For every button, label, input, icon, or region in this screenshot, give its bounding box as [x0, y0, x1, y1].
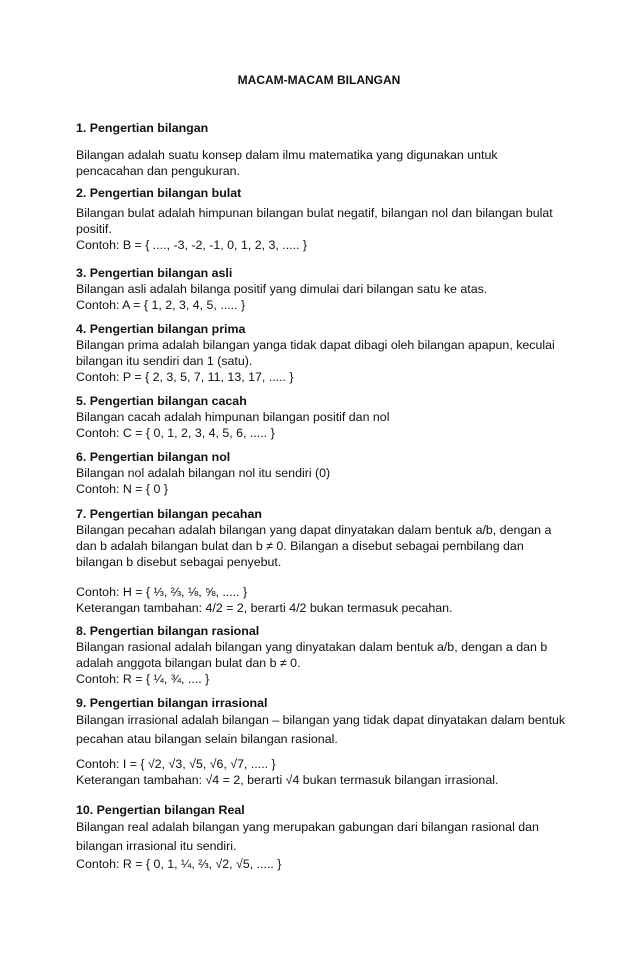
section-7-text: Bilangan pecahan adalah bilangan yang dapat dinyatakan dalam bentuk a/b, dengan a dan b adalah bilangan bulat dan b ≠ 0. Bilangan a disebut sebagai pembilang dan bilangan b disebut sebagai penyebut. — [76, 523, 552, 569]
section-9 — [76, 695, 566, 788]
section-4-example: Contoh: P = { 2, 3, 5, 7, 11, 13, 17, ..... } — [76, 370, 294, 384]
section-8-text: Bilangan rasional adalah bilangan yang dinyatakan dalam bentuk a/b, dengan a dan b adalah anggota bilangan bulat dan b ≠ 0. — [76, 640, 548, 670]
section-1 — [76, 120, 566, 179]
section-5-heading: 5. Pengertian bilangan cacah — [76, 394, 247, 408]
section-9-note: Keterangan tambahan: √4 = 2, berarti √4 bukan termasuk bilangan irrasional. — [76, 773, 499, 787]
section-2-example: Contoh: B = { ...., -3, -2, -1, 0, 1, 2, 3, ..... } — [76, 238, 308, 252]
section-2 — [76, 185, 566, 253]
section-6-example: Contoh: N = { 0 } — [76, 482, 168, 496]
section-2-heading: 2. Pengertian bilangan bulat — [76, 186, 242, 200]
section-3 — [76, 265, 566, 313]
section-10-text: Bilangan real adalah bilangan yang merupakan gabungan dari bilangan rasional dan bilangan irrasional itu sendiri. — [76, 820, 539, 853]
section-4-heading: 4. Pengertian bilangan prima — [76, 322, 246, 336]
section-1-text: Bilangan adalah suatu konsep dalam ilmu matematika yang digunakan untuk pencacahan dan pengukuran. — [76, 148, 498, 178]
section-7-heading: 7. Pengertian bilangan pecahan — [76, 507, 262, 521]
section-5-example: Contoh: C = { 0, 1, 2, 3, 4, 5, 6, ..... } — [76, 426, 275, 440]
section-6-heading: 6. Pengertian bilangan nol — [76, 450, 231, 464]
section-5 — [76, 393, 566, 441]
section-7-example: Contoh: H = { ⅓, ⅔, ⅛, ⅝, ..... } — [76, 585, 248, 599]
document-title: MACAM-MACAM BILANGAN — [237, 73, 401, 87]
section-10-heading: 10. Pengertian bilangan Real — [76, 803, 245, 817]
section-9-example: Contoh: I = { √2, √3, √5, √6, √7, ..... } — [76, 757, 276, 771]
section-8-heading: 8. Pengertian bilangan rasional — [76, 624, 260, 638]
section-1-heading: 1. Pengertian bilangan — [76, 121, 209, 135]
section-3-heading: 3. Pengertian bilangan asli — [76, 266, 233, 280]
section-7 — [76, 506, 566, 616]
section-10 — [76, 802, 566, 872]
section-10-example: Contoh: R = { 0, 1, ¼, ⅔, √2, √5, ..... } — [76, 857, 282, 871]
section-6-text: Bilangan nol adalah bilangan nol itu sendiri (0) — [76, 466, 331, 480]
section-2-text: Bilangan bulat adalah himpunan bilangan bulat negatif, bilangan nol dan bilangan bulat positif. — [76, 206, 553, 236]
section-5-text: Bilangan cacah adalah himpunan bilangan positif dan nol — [76, 410, 390, 424]
section-3-example: Contoh: A = { 1, 2, 3, 4, 5, ..... } — [76, 298, 246, 312]
section-8-example: Contoh: R = { ¼, ¾, .... } — [76, 672, 210, 686]
section-4 — [76, 321, 566, 385]
section-9-text: Bilangan irrasional adalah bilangan – bilangan yang tidak dapat dinyatakan dalam bentuk pecahan atau bilangan selain bilangan rasional. — [76, 713, 566, 746]
section-4-text: Bilangan prima adalah bilangan yanga tidak dapat dibagi oleh bilangan apapun, keculai bilangan itu sendiri dan 1 (satu). — [76, 338, 555, 368]
section-3-text: Bilangan asli adalah bilanga positif yang dimulai dari bilangan satu ke atas. — [76, 282, 488, 296]
section-6 — [76, 449, 566, 497]
section-9-heading: 9. Pengertian bilangan irrasional — [76, 696, 268, 710]
section-8 — [76, 623, 566, 687]
section-7-note: Keterangan tambahan: 4/2 = 2, berarti 4/2 bukan termasuk pecahan. — [76, 601, 453, 615]
